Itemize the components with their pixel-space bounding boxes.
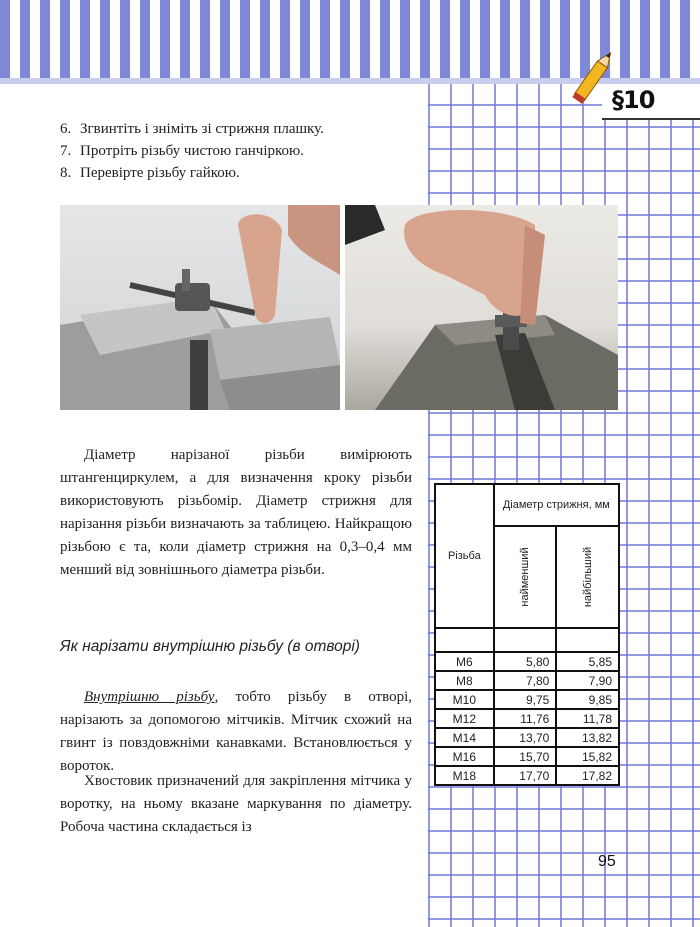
page-number: 95 — [598, 853, 616, 870]
steps-list — [60, 118, 420, 184]
table-row: М8 7,80 7,90 — [435, 671, 619, 690]
list-item: 6. Згвинтіть і зніміть зі стрижня плашку. — [60, 121, 324, 137]
table-row: М12 11,76 11,78 — [435, 709, 619, 728]
photo-die-in-vise — [60, 205, 340, 410]
table-row: М14 13,70 13,82 — [435, 728, 619, 747]
table-header-min: найменший — [494, 526, 557, 628]
section-subheading: Як нарізати внутрішню різьбу (в отворі) — [60, 638, 360, 655]
table-row: М6 5,80 5,85 — [435, 652, 619, 671]
table-row: М16 15,70 15,82 — [435, 747, 619, 766]
table-header-diameter: Діаметр стрижня, мм — [494, 484, 619, 526]
list-item: 8. Перевірте різьбу гайкою. — [60, 165, 240, 181]
paragraph-tap-shank: Хвостовик призначений для закріплення мітчика у воротку, на ньому вказане маркування по діаметру. Робоча частина складається із — [60, 773, 412, 835]
paragraph-thread-measurement: Діаметр нарізаної різьби вимірюють штангенциркулем, а для визначення кроку різьби використовують різьбомір. Діаметр стрижня для нарізання різьби визначають за таблицею. Найкращою різьбою є та, коли діаметр стрижня на 0,3–0,4 мм менший від зовнішнього діаметра різьби. — [60, 447, 412, 578]
table-header-thread: Різьба — [435, 484, 494, 628]
table-spacer-row — [435, 628, 619, 652]
paragraph-internal-thread: Внутрішню різьбу, тобто різьбу в отворі, нарізають за допомогою мітчиків. Мітчик схожий на гвинт із повздовжніми канавками. Встановлюється у вороток. — [60, 689, 412, 774]
paragraph-label: §10 — [612, 86, 655, 114]
list-item: 7. Протріть різьбу чистою ганчіркою. — [60, 143, 305, 159]
table-row: М10 9,75 9,85 — [435, 690, 619, 709]
table-row: М18 17,70 17,82 — [435, 766, 619, 785]
photo-turning-die — [345, 205, 618, 410]
rod-diameter-table — [434, 483, 620, 786]
table-header-max: найбільший — [556, 526, 619, 628]
